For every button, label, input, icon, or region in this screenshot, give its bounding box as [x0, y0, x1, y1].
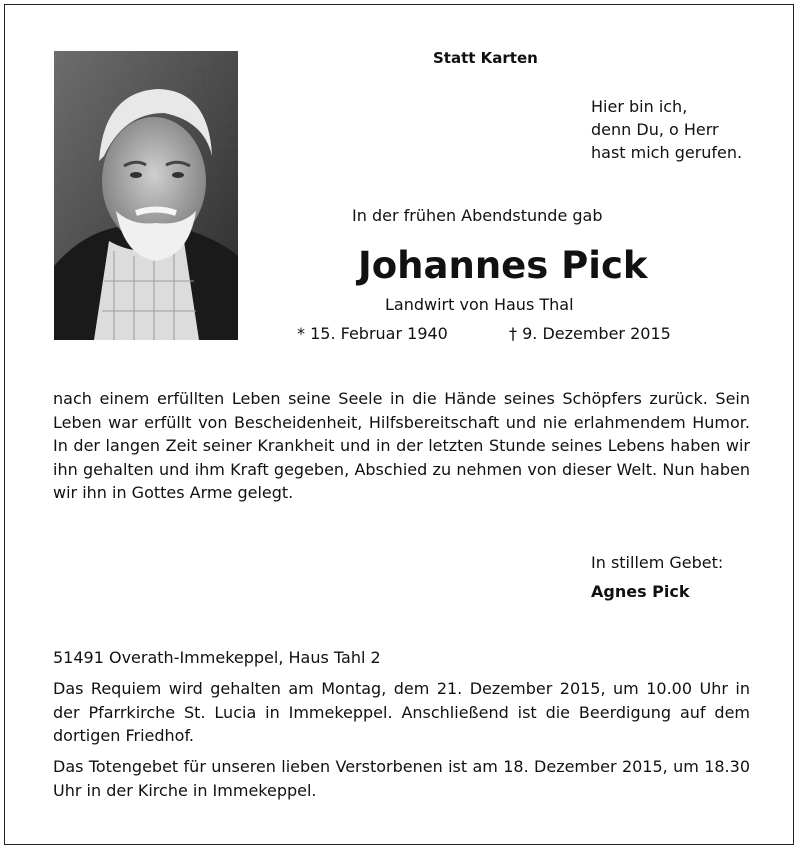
birth-date: * 15. Februar 1940: [297, 324, 448, 343]
portrait-photo: [54, 51, 238, 340]
death-date: † 9. Dezember 2015: [509, 324, 671, 343]
mourner-name: Agnes Pick: [591, 582, 690, 601]
address: 51491 Overath-Immekeppel, Haus Tahl 2: [53, 648, 381, 667]
deceased-name: Johannes Pick: [358, 244, 648, 287]
poem-line: hast mich gerufen.: [591, 143, 743, 162]
intro-line: In der frühen Abendstunde gab: [352, 206, 603, 225]
poem-line: denn Du, o Herr: [591, 120, 719, 139]
statt-karten-heading: Statt Karten: [433, 49, 538, 67]
poem: [591, 95, 742, 164]
requiem-info: Das Requiem wird gehalten am Montag, dem 21. Dezember 2015, um 10.00 Uhr in der Pfarrkirche St. Lucia in Immekeppel. Anschließend ist die Beerdigung auf dem dortigen Friedhof.: [53, 679, 750, 745]
mourners-label: In stillem Gebet:: [591, 553, 724, 572]
main-text: nach einem erfüllten Leben seine Seele in die Hände seines Schöpfers zurück. Sein Leben war erfüllt von Bescheidenheit, Hilfsbereitschaft und nie erlahmendem Humor. In der langen Zeit seiner Krankheit und in der letzten Stunde seines Lebens haben wir ihn gehalten und ihm Kraft gegeben, Abschied zu nehmen von dieser Welt. Nun haben wir ihn in Gottes Arme gelegt.: [53, 389, 750, 502]
totengebet-info: Das Totengebet für unseren lieben Verstorbenen ist am 18. Dezember 2015, um 18.30 Uhr in der Kirche in Immekeppel.: [53, 757, 750, 800]
poem-line: Hier bin ich,: [591, 97, 688, 116]
occupation: Landwirt von Haus Thal: [385, 295, 574, 314]
